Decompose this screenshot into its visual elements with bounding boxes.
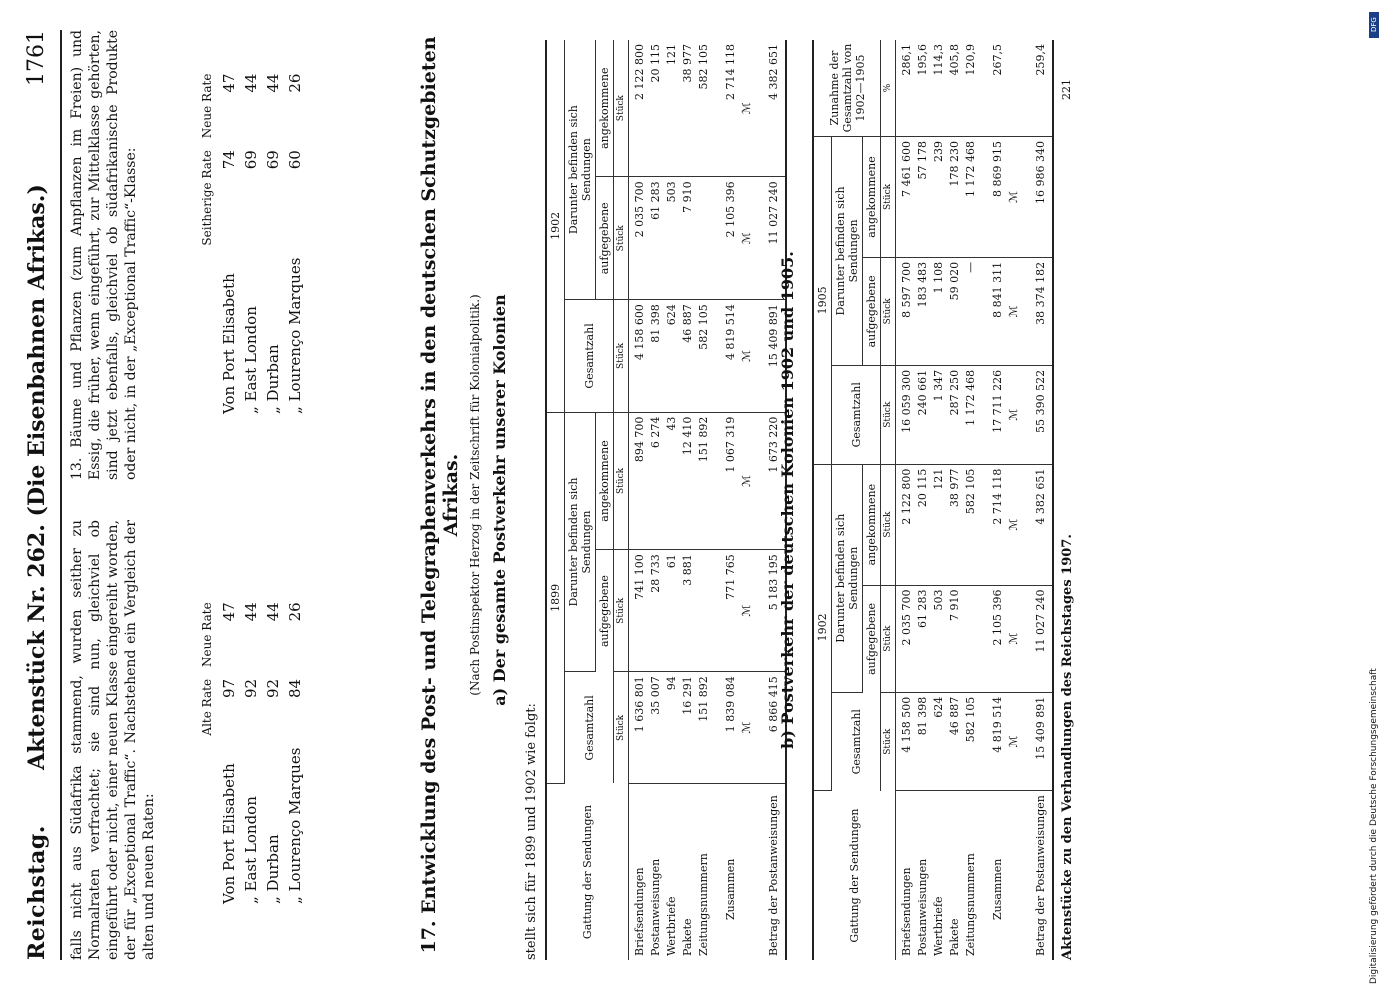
table-row: Zeitungsnummern 582 105 582 105 1 172 468 — 1 172 468 120,9: [963, 40, 979, 960]
table-b-year-2: 1905: [813, 137, 832, 465]
table-row: Postanweisungen 81 398 61 283 20 115 240 661 183 483 57 178 195,6: [915, 40, 931, 960]
table-row: Pakete 16 291 3 881 12 410 46 887 7 910 38 977: [680, 40, 696, 960]
table-a: Gattung der Sendungen 1899 1902 Gesamtzahl Darunter befinden sich Sendungen Gesamtzahl Darunter befinden sich Sendungen aufgegebene angekommene aufgegebene angekommene Stück Stück Stück Stück Stück Stück Briefsendungen 1 636 801 741 100 894 700 4 158 600 2 035 700 2 122 800 Postanweisungen 35 007 28 733 6 274 81 398 61 283 20 115 Wertbriefe 94 61 43 624 503 121 Pakete 16 291 3 881 12 410 46 887 7 910 38 977 Zeitungsnummern 151 892 151 892 582 105 582 105 Zusammen 1 839 084 771 765 1 067 319 4 819 514 2 105 396 2 714 118 ℳ ℳ ℳ ℳ ℳ ℳ Betrag der Postanweisungen 6 866 415 5 183 195 1 673 220 15 409 891 11 027 240 4 382 651: [545, 40, 787, 960]
table-row-mark: ℳ ℳ ℳ ℳ ℳ ℳ: [1006, 40, 1022, 960]
table-a-year-2: 1902: [546, 40, 565, 412]
table-row-sum: Zusammen 1 839 084 771 765 1 067 319 4 819 514 2 105 396 2 714 118: [712, 40, 739, 960]
rates-right-row: „ Lourenço Marques 60 26: [286, 73, 304, 414]
table-row: Briefsendungen 4 158 500 2 035 700 2 122 800 16 059 300 8 597 700 7 461 600 286,1: [896, 40, 916, 960]
table-a-head-kind: Gattung der Sendungen: [546, 784, 629, 961]
header-center: Aktenstück Nr. 262. (Die Eisenbahnen Afrikas.): [24, 184, 50, 770]
table-row: Wertbriefe 624 503 121 1 347 1 108 239 114,3: [931, 40, 947, 960]
table-b-head-increase: Zunahme der Gesamtzahl von 1902—1905: [813, 40, 881, 137]
table-row-amount: Betrag der Postanweisungen 6 866 415 5 183 195 1 673 220 15 409 891 11 027 240 4 382 651: [755, 40, 786, 960]
rates-right-head-old: Seitherige Rate: [200, 150, 214, 246]
part-a-title: a) Der gesamte Postverkehr unserer Kolonien: [490, 294, 509, 706]
page-footer: Aktenstücke zu den Verhandlungen des Reichstages 1907.: [1060, 534, 1075, 960]
rates-right-row: „ East London 69 44: [242, 73, 260, 414]
part-a-intro: stellt sich für 1899 und 1902 wie folgt:: [524, 703, 539, 960]
table-a-head-total-1: Gesamtzahl: [565, 672, 614, 784]
table-b-head-among-1: Darunter befinden sich Sendungen: [832, 464, 863, 692]
column-2-text: 13. Bäume und Pflanzen (zum Anpflanzen im Freien) und Essig, die früher, wenn eingeführt, zur Mittelklasse gehörten, sind jetzt ebenfalls, gleichviel ob südafrikanische Produkte oder nicht, in der „Exceptional Traffic“-Klasse:: [69, 30, 139, 480]
rates-left-row: „ East London 92 44: [242, 602, 260, 904]
rates-right-row: Von Port Elisabeth 74 47: [220, 73, 238, 414]
table-b-head-kind: Gattung der Sendungen: [813, 791, 896, 960]
rates-right-row: „ Durban 69 44: [264, 73, 282, 414]
rates-left-head-old: Alte Rate: [200, 678, 214, 736]
table-row: Pakete 46 887 7 910 38 977 287 250 59 020 178 230 405,8: [947, 40, 963, 960]
section-title: 17. Entwicklung des Post- und Telegraphenverkehrs in den deutschen Schutzgebieten Afrikas.: [418, 36, 462, 954]
table-a-year-1: 1899: [546, 412, 565, 783]
table-row-mark: ℳ ℳ ℳ ℳ ℳ ℳ: [739, 40, 755, 960]
table-b-head-among-2: Darunter befinden sich Sendungen: [832, 137, 863, 366]
table-row: Wertbriefe 94 61 43 624 503 121: [664, 40, 680, 960]
rates-table-right: [196, 68, 306, 420]
table-b-year-1: 1902: [813, 464, 832, 790]
table-b: Gattung der Sendungen 1902 1905 Zunahme der Gesamtzahl von 1902—1905 Gesamtzahl Darunter befinden sich Sendungen Gesamtzahl Darunter befinden sich Sendungen aufgegebene angekommene aufgegebene angekommene Stück Stück Stück Stück Stück Stück % Briefsendungen 4 158 500 2 035 700 2 122 800 16 059 300 8 597 700 7 461 600 286,1 Postanweisungen 81 398 61 283 20 115 240 661 183 483 57 178 195,6 Wertbriefe 624 503 121 1 347 1 108 239 114,3 Pakete 46 887 7 910 38 977 287 250 59 020 178 230 405,8 Zeitungsnummern 582 105 582 105 1 172 468 — 1 172 468 120,9 Zusammen 4 819 514 2 105 396 2 714 118 17 711 226 8 841 311 8 869 915 267,5 ℳ ℳ ℳ ℳ ℳ ℳ Betrag der Postanweisungen 15 409 891 11 027 240 4 382 651 55 390 522 38 374 182 16 986 340 259,4: [812, 40, 1054, 960]
table-a-head-among-1: Darunter befinden sich Sendungen: [565, 412, 596, 672]
rates-left-row: „ Durban 92 44: [264, 602, 282, 904]
table-row: Zeitungsnummern 151 892 151 892 582 105 582 105: [696, 40, 712, 960]
table-a-head-total-2: Gesamtzahl: [565, 300, 614, 412]
rates-right-head-new: Neue Rate: [200, 73, 214, 139]
part-b-title: b) Postverkehr der deutschen Kolonien 1902 und 1905.: [778, 251, 797, 749]
rates-left-row: „ Lourenço Marques 84 26: [286, 602, 304, 904]
header-page-number: 1761: [24, 30, 49, 86]
page-header: [16, 30, 62, 960]
header-left: Reichstag.: [24, 825, 50, 960]
table-row-amount: Betrag der Postanweisungen 15 409 891 11 027 240 4 382 651 55 390 522 38 374 182 16 986 340 259,4: [1022, 40, 1053, 960]
table-a-head-among-2: Darunter befinden sich Sendungen: [565, 40, 596, 300]
table-row-sum: Zusammen 4 819 514 2 105 396 2 714 118 17 711 226 8 841 311 8 869 915 267,5: [979, 40, 1006, 960]
dfg-logo: DFG: [1369, 12, 1379, 38]
rates-left-row: Von Port Elisabeth 97 47: [220, 602, 238, 904]
section-17: [418, 30, 482, 960]
column-1-text: falls nicht aus Südafrika stammend, wurden seither zu Normalraten verfrachtet; sie sind nun, gleichviel ob eingeführt oder nicht, einer neuen Klasse eingereiht worden, der für „Exceptional Traffic“. Nachstehend ein Vergleich der alten und neuen Raten:: [69, 520, 157, 960]
rates-table-left: [196, 596, 306, 910]
table-row: Postanweisungen 35 007 28 733 6 274 81 398 61 283 20 115: [648, 40, 664, 960]
dfg-credit: Digitalisierung gefördert durch die Deutsche Forschungsgemeinschaft: [1369, 668, 1379, 984]
sheet-number: 221: [1060, 79, 1073, 100]
table-row: Briefsendungen 1 636 801 741 100 894 700 4 158 600 2 035 700 2 122 800: [629, 40, 649, 960]
header-rule: [60, 30, 62, 960]
table-b-head-total-2: Gesamtzahl: [832, 365, 881, 464]
rates-left-head-new: Neue Rate: [200, 602, 214, 667]
table-b-head-total-1: Gesamtzahl: [832, 692, 881, 790]
section-source: (Nach Postinspektor Herzog in der Zeitschrift für Kolonialpolitik.): [468, 294, 482, 696]
